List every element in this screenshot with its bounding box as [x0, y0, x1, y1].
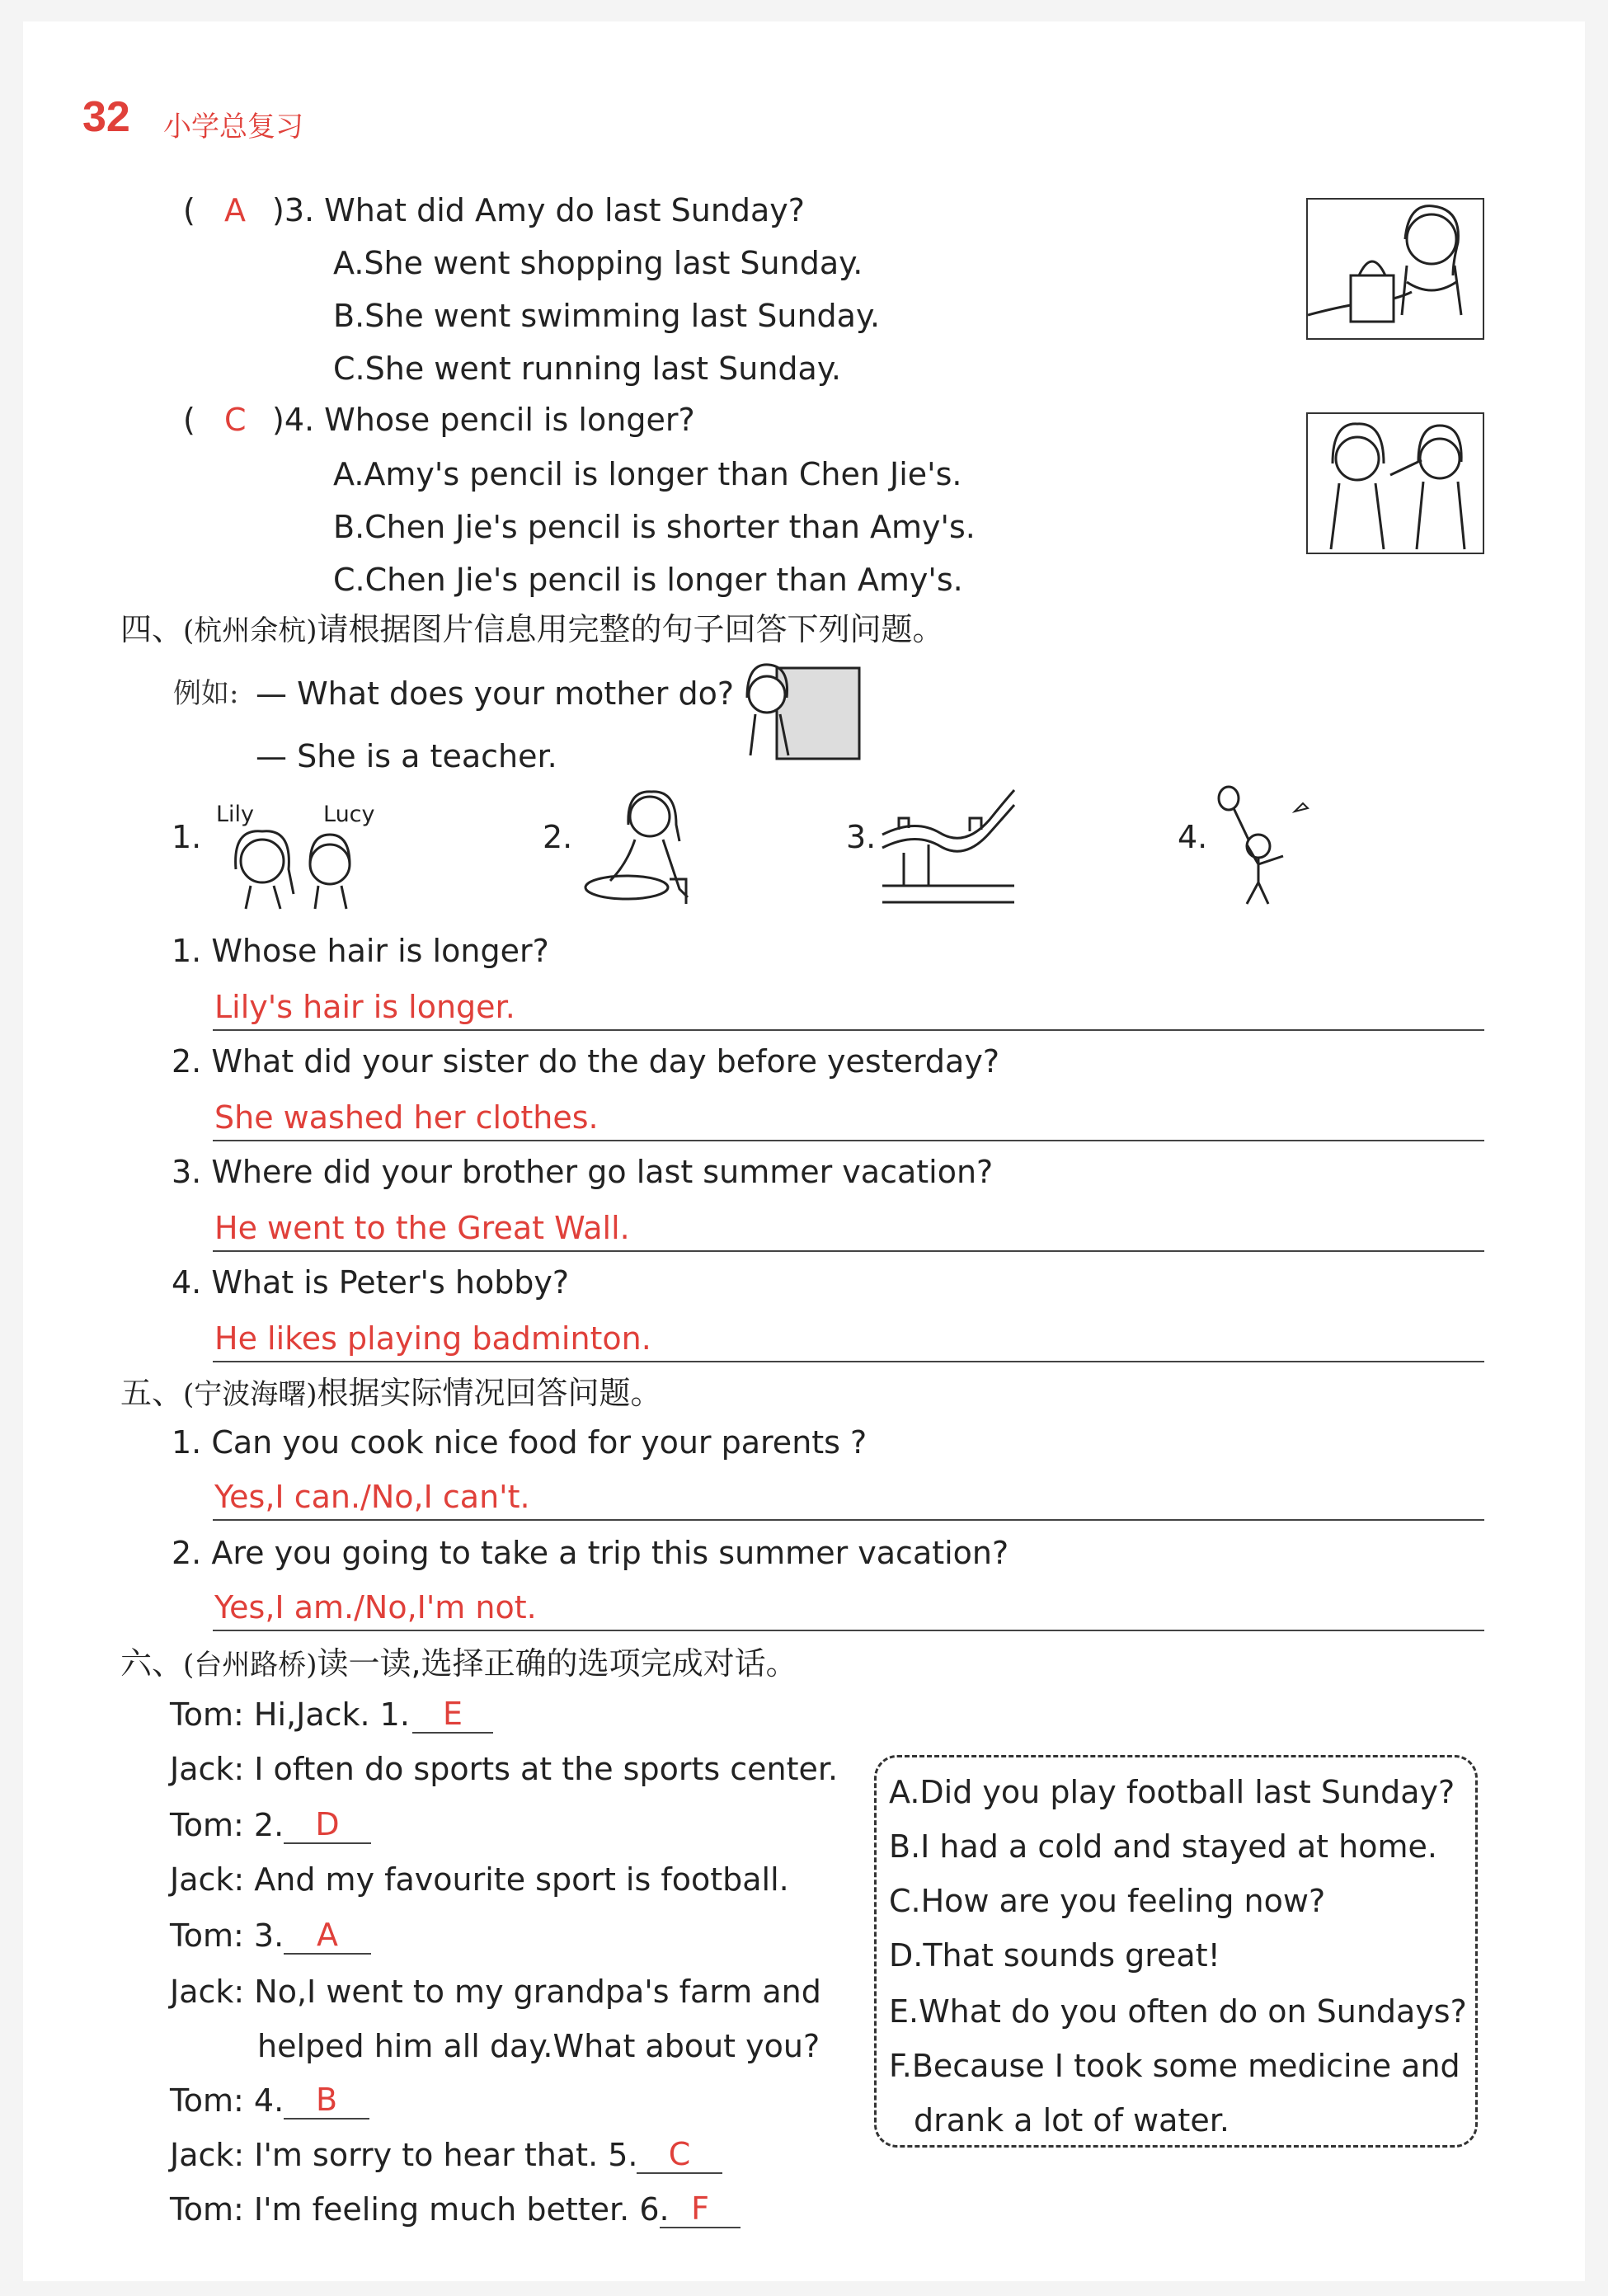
s4-answer-2: She washed her clothes.	[214, 1099, 599, 1136]
option-b: B.I had a cold and stayed at home.	[889, 1828, 1437, 1865]
dialogue-line-9: Jack: I'm sorry to hear that. 5.	[170, 2137, 638, 2173]
s4-question-1: 1. Whose hair is longer?	[172, 933, 549, 969]
s5-answer-line-1	[213, 1519, 1484, 1521]
s4-answer-4: He likes playing badminton.	[214, 1320, 651, 1357]
q3-paren: (	[183, 192, 195, 228]
badminton-illustration	[1212, 785, 1311, 909]
option-f: F.Because I took some medicine and	[889, 2048, 1460, 2084]
name-label-lily: Lily	[216, 802, 255, 827]
option-d: D.That sounds great!	[889, 1937, 1220, 1974]
dialogue-blank-1[interactable]: E	[412, 1696, 493, 1734]
example-question: — What does your mother do?	[256, 675, 735, 712]
s5-question-2: 2. Are you going to take a trip this summer vacation?	[172, 1535, 1009, 1571]
section-6-label: 六、	[120, 1645, 184, 1682]
dialogue-line-10: Tom: I'm feeling much better. 6.	[170, 2191, 670, 2228]
q3-option-c: C.She went running last Sunday.	[333, 351, 841, 387]
section-5-source: (宁波海曙)	[183, 1378, 317, 1411]
q3-answer: A	[224, 192, 246, 228]
dialogue-blank-6[interactable]: F	[660, 2190, 741, 2228]
q4-paren: (	[183, 402, 195, 438]
great-wall-illustration	[879, 787, 1019, 910]
s4-answer-line-3	[213, 1250, 1484, 1252]
section-4-heading	[120, 610, 944, 650]
dialogue-line-3: Tom: 2.	[170, 1807, 284, 1843]
dialogue-blank-5[interactable]: C	[637, 2136, 722, 2174]
q3-option-b: B.She went swimming last Sunday.	[333, 298, 881, 334]
option-e: E.What do you often do on Sundays?	[889, 1993, 1467, 2030]
picture-number-2: 2.	[543, 819, 573, 855]
section-4-instruction: 请根据图片信息用完整的句子回答下列问题。	[317, 611, 944, 647]
dialogue-line-8: Tom: 4.	[170, 2082, 284, 2119]
q3-question: )3. What did Amy do last Sunday?	[272, 192, 805, 228]
washing-clothes-illustration	[577, 788, 701, 912]
s4-answer-line-4	[213, 1361, 1484, 1362]
teacher-illustration	[739, 656, 863, 762]
s4-question-4: 4. What is Peter's hobby?	[172, 1264, 570, 1301]
s4-answer-3: He went to the Great Wall.	[214, 1210, 630, 1246]
running-title: 小学总复习	[163, 111, 303, 144]
section-6-heading	[120, 1644, 797, 1684]
girls-hair-illustration	[228, 828, 368, 910]
picture-number-4: 4.	[1178, 819, 1208, 855]
q3-option-a: A.She went shopping last Sunday.	[333, 245, 863, 281]
section-4-label: 四、	[120, 611, 184, 647]
shopping-illustration	[1306, 198, 1484, 340]
page-number: 32	[82, 93, 130, 141]
section-6-source: (台州路桥)	[183, 1649, 317, 1682]
section-5-heading	[120, 1374, 662, 1414]
section-4-source: (杭州余杭)	[183, 614, 317, 647]
section-5-instruction: 根据实际情况回答问题。	[317, 1375, 662, 1411]
dialogue-line-7: helped him all day.What about you?	[257, 2028, 820, 2064]
dialogue-line-6: Jack: No,I went to my grandpa's farm and	[170, 1974, 821, 2010]
s4-answer-line-1	[213, 1029, 1484, 1031]
dialogue-line-5: Tom: 3.	[170, 1917, 284, 1954]
s4-question-3: 3. Where did your brother go last summer vacation?	[172, 1154, 994, 1190]
example-label: 例如:	[173, 677, 239, 710]
s5-answer-1: Yes,I can./No,I can't.	[214, 1479, 530, 1515]
s5-answer-2: Yes,I am./No,I'm not.	[214, 1589, 537, 1626]
q4-option-a: A.Amy's pencil is longer than Chen Jie's.	[333, 456, 962, 492]
q4-answer: C	[224, 402, 247, 438]
q4-option-b: B.Chen Jie's pencil is shorter than Amy's.	[333, 509, 976, 545]
option-a: A.Did you play football last Sunday?	[889, 1774, 1455, 1810]
picture-number-1: 1.	[172, 819, 202, 855]
s4-question-2: 2. What did your sister do the day before yesterday?	[172, 1043, 999, 1080]
section-6-instruction: 读一读,选择正确的选项完成对话。	[317, 1645, 797, 1682]
picture-number-3: 3.	[846, 819, 877, 855]
dialogue-blank-2[interactable]: D	[284, 1806, 371, 1844]
dialogue-blank-4[interactable]: B	[284, 2082, 369, 2120]
section-5-label: 五、	[120, 1375, 184, 1411]
example-answer: — She is a teacher.	[256, 738, 557, 774]
q4-question: )4. Whose pencil is longer?	[272, 402, 695, 438]
dialogue-line-4: Jack: And my favourite sport is football.	[170, 1861, 789, 1898]
two-girls-pencil-illustration	[1306, 412, 1484, 554]
s5-answer-line-2	[213, 1630, 1484, 1631]
q4-option-c: C.Chen Jie's pencil is longer than Amy's.	[333, 562, 963, 598]
s5-question-1: 1. Can you cook nice food for your parents ?	[172, 1424, 867, 1461]
s4-answer-1: Lily's hair is longer.	[214, 989, 515, 1025]
dialogue-line-1: Tom: Hi,Jack. 1.	[170, 1696, 410, 1733]
dialogue-blank-3[interactable]: A	[284, 1917, 371, 1955]
dialogue-line-2: Jack: I often do sports at the sports center.	[170, 1751, 839, 1787]
option-f-continued: drank a lot of water.	[914, 2102, 1230, 2138]
option-c: C.How are you feeling now?	[889, 1883, 1326, 1919]
name-label-lucy: Lucy	[323, 802, 375, 827]
s4-answer-line-2	[213, 1140, 1484, 1141]
